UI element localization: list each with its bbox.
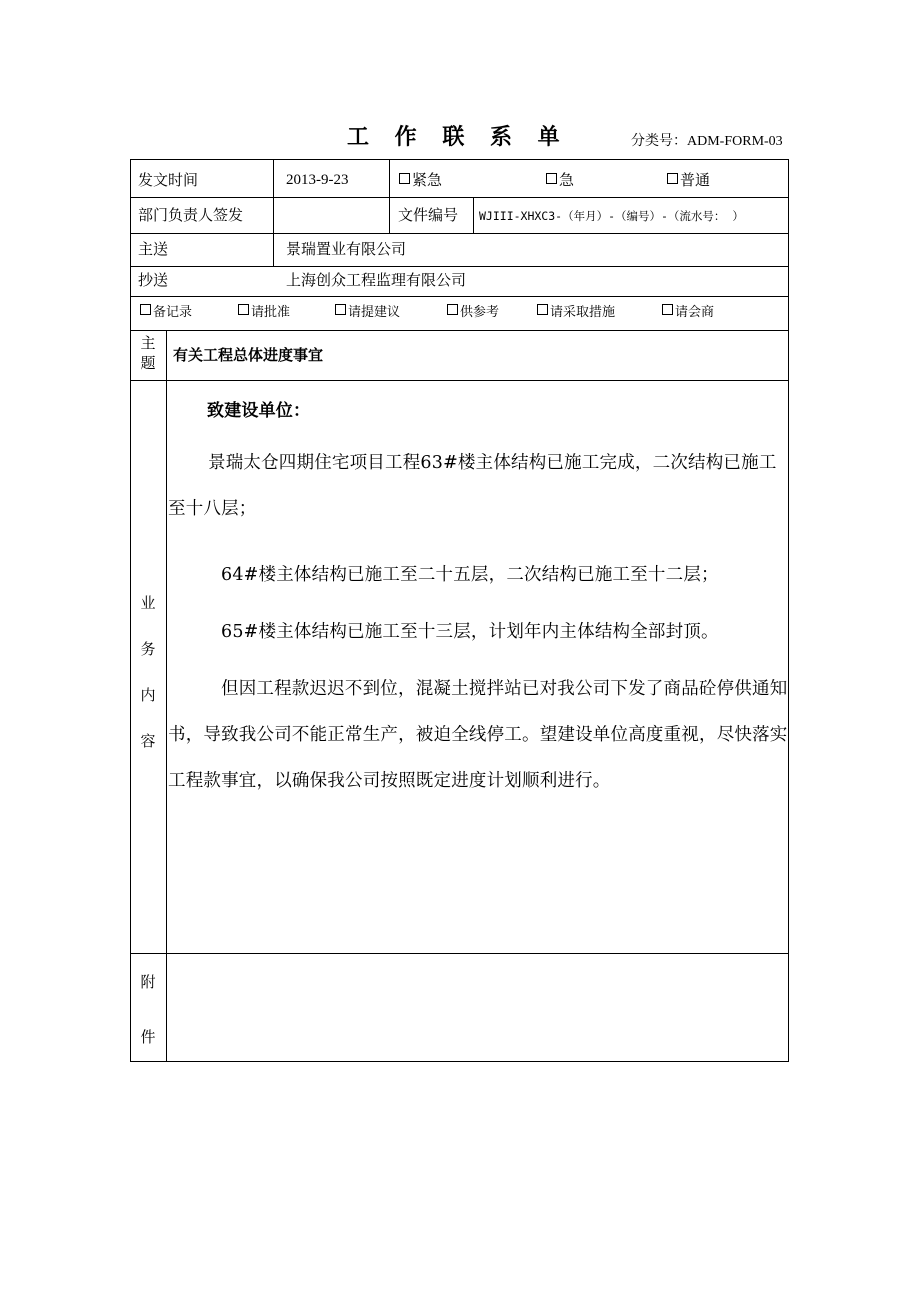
purpose-record[interactable]: 备记录 [140,303,192,323]
cc-value: 上海创众工程监理有限公司 [286,271,467,289]
col-divider [166,330,167,1061]
content-paragraph-2: 64#楼主体结构已施工至二十五层，二次结构已施工至十二层； [221,565,719,585]
urgency-option-hurry[interactable]: 急 [546,170,574,190]
send-time-value: 2013-9-23 [286,172,349,188]
row-divider [131,296,788,297]
content-paragraph-1: 景瑞太仓四期住宅项目工程63#楼主体结构已施工完成，二次结构已施工至十八层； [168,453,777,519]
content-paragraph-3: 65#楼主体结构已施工至十三层，计划年内主体结构全部封顶。 [221,622,719,642]
checkbox-icon[interactable] [537,304,548,315]
dept-sign-label: 部门负责人签发 [138,206,244,224]
checkbox-icon[interactable] [667,173,678,184]
to-value: 景瑞置业有限公司 [286,240,407,258]
attachment-label: 附 件 [140,973,156,1046]
send-time-label: 发文时间 [138,171,199,189]
subject-value: 有关工程总体进度事宜 [173,346,324,364]
purpose-measures[interactable]: 请采取措施 [537,303,615,323]
checkbox-icon[interactable] [662,304,673,315]
urgency-option-urgent[interactable]: 紧急 [399,170,442,190]
row-divider [131,380,788,381]
purpose-consult[interactable]: 请会商 [662,303,714,323]
page-title: 工 作 联 系 单 [347,125,569,150]
checkbox-icon[interactable] [447,304,458,315]
purpose-suggest[interactable]: 请提建议 [335,303,400,323]
purpose-approve[interactable]: 请批准 [238,303,290,323]
doc-no-value: WJIII-XHXC3-（年月）-（编号）-（流水号： ） [479,209,744,223]
row-divider [131,233,788,234]
urgency-option-normal[interactable]: 普通 [667,170,710,190]
checkbox-icon[interactable] [335,304,346,315]
row-divider [131,953,788,954]
checkbox-icon[interactable] [546,173,557,184]
checkbox-icon[interactable] [238,304,249,315]
col-divider [473,197,474,233]
content-label: 业 务 内 容 [140,594,156,750]
subject-label: 主 题 [140,334,156,372]
col-divider [273,160,274,266]
checkbox-icon[interactable] [140,304,151,315]
row-divider [131,330,788,331]
row-divider [131,266,788,267]
checkbox-icon[interactable] [399,173,410,184]
doc-no-label: 文件编号 [398,206,459,224]
content-greeting: 致建设单位： [207,401,311,421]
cc-label: 抄送 [138,271,169,289]
to-label: 主送 [138,240,169,258]
col-divider [389,160,390,233]
row-divider [131,197,788,198]
purpose-reference[interactable]: 供参考 [447,303,499,323]
classification-number: 分类号：ADM-FORM-03 [631,134,783,149]
content-paragraph-4: 但因工程款迟迟不到位，混凝土搅拌站已对我公司下发了商品砼停供通知书，导致我公司不能正常生产，被迫全线停工。望建设单位高度重视，尽快落实工程款事宜，以确保我公司按照既定进度计划顺利进行。 [168,679,788,791]
